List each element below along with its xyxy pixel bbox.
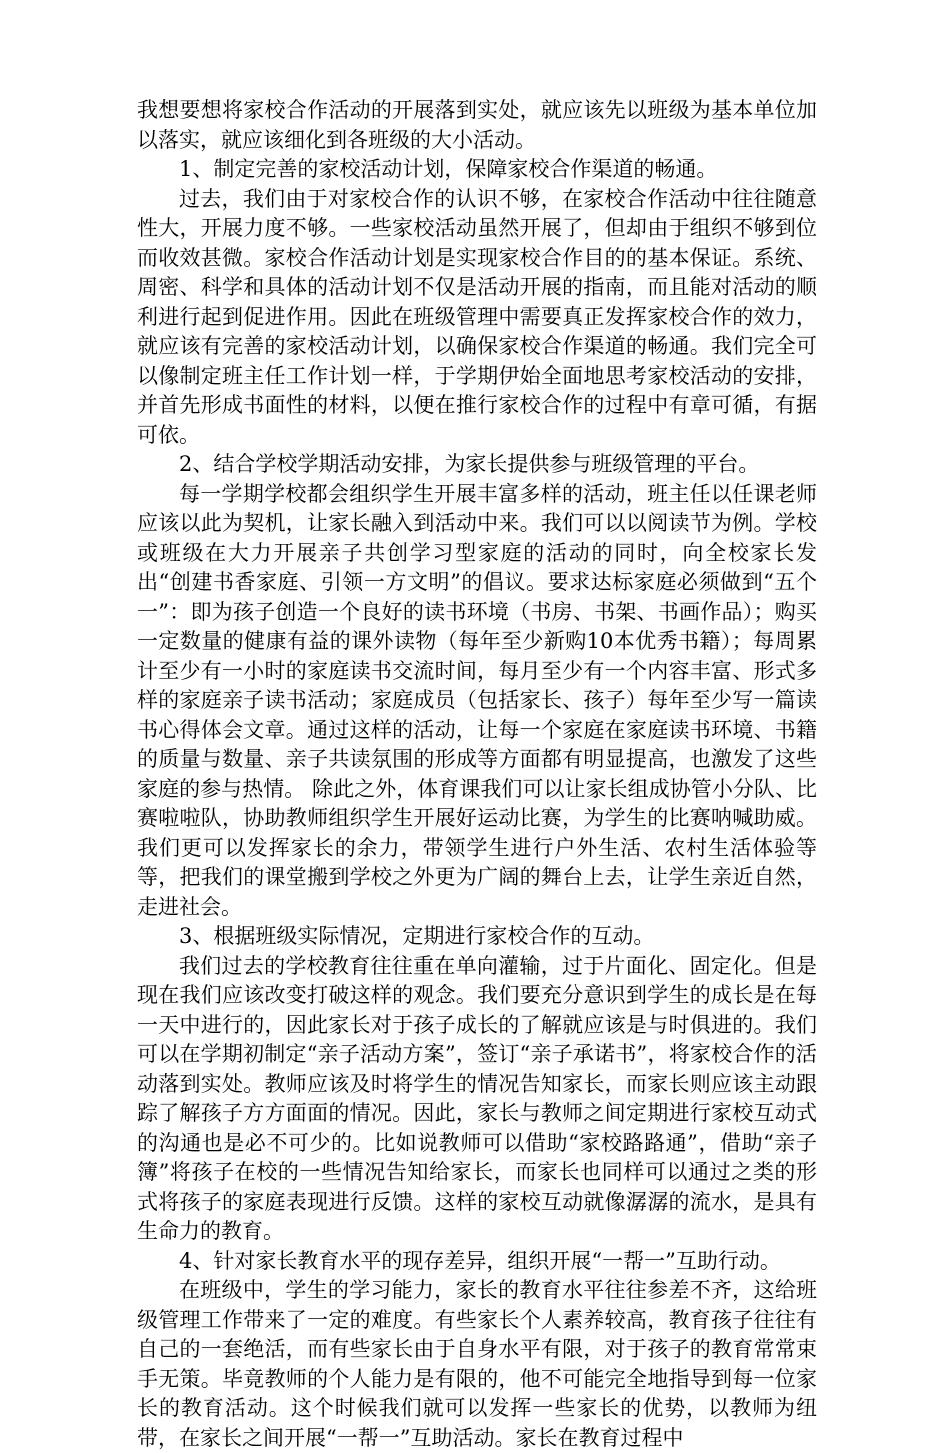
document-page	[137, 96, 817, 1453]
section-heading-2: 2、结合学校学期活动安排，为家长提供参与班级管理的平台。	[179, 452, 760, 476]
paragraph-section-2: 每一学期学校都会组织学生开展丰富多样的活动，班主任以任课老师应该以此为契机，让家长融入到活动中来。我们可以以阅读节为例。学校或班级在大力开展亲子共创学习型家庭的活动的同时，向全校家长发出“创建书香家庭、引领一方文明”的倡议。要求达标家庭必须做到“五个一”：即为孩子创造一个良好的读书环境（书房、书架、书画作品）；购买一定数量的健康有益的课外读物（每年至少新购10本优秀书籍）；每周累计至少有一小时的家庭读书交流时间，每月至少有一个内容丰富、形式多样的家庭亲子读书活动；家庭成员（包括家长、孩子）每年至少写一篇读书心得体会文章。通过这样的活动，让每一个家庭在家庭读书环境、书籍的质量与数量、亲子共读氛围的形成等方面都有明显提高，也激发了这些家庭的参与热情。 除此之外，体育课我们可以让家长组成协管小分队、比赛啦啦队，协助教师组织学生开展好运动比赛，为学生的比赛呐喊助威。我们更可以发挥家长的余力，带领学生进行户外生活、农村生活体验等等，把我们的课堂搬到学校之外更为广阔的舞台上去，让学生亲近自然，走进社会。	[137, 481, 817, 919]
section-heading-4: 4、针对家长教育水平的现存差异，组织开展“一帮一”互助行动。	[179, 1248, 781, 1273]
paragraph-intro: 我想要想将家校合作活动的开展落到实处，就应该先以班级为基本单位加以落实，就应该细化到各班级的大小活动。	[137, 98, 817, 152]
section-heading-3: 3、根据班级实际情况，定期进行家校合作的互动。	[179, 924, 655, 948]
paragraph-section-1: 过去，我们由于对家校合作的认识不够，在家校合作活动中往往随意性大，开展力度不够。一些家校活动虽然开展了，但却由于组织不够到位而收效甚微。家校合作活动计划是实现家校合作目的的基本保证。系统、周密、科学和具体的活动计划不仅是活动开展的指南，而且能对活动的顺利进行起到促进作用。因此在班级管理中需要真正发挥家校合作的效力，就应该有完善的家校活动计划，以确保家校合作渠道的畅通。我们完全可以像制定班主任工作计划一样，于学期伊始全面地思考家校活动的安排，并首先形成书面性的材料，以便在推行家校合作的过程中有章可循，有据可依。	[137, 186, 817, 447]
paragraph-section-4: 在班级中，学生的学习能力，家长的教育水平往往参差不齐，这给班级管理工作带来了一定的难度。有些家长个人素养较高，教育孩子往往有自己的一套绝活，而有些家长由于自身水平有限，对于孩子的教育常常束手无策。毕竟教师的个人能力是有限的，他不可能完全地指导到每一位家长的教育活动。这个时候我们就可以发挥一些家长的优势，以教师为纽带，在家长之间开展“一帮一”互助活动。家长在教育过程中	[137, 1278, 817, 1450]
paragraph-section-3: 我们过去的学校教育往往重在单向灌输，过于片面化、固定化。但是现在我们应该改变打破这样的观念。我们要充分意识到学生的成长是在每一天中进行的，因此家长对于孩子成长的了解就应该是与时俱进的。我们可以在学期初制定“亲子活动方案”，签订“亲子承诺书”，将家校合作的活动落到实处。教师应该及时将学生的情况告知家长，而家长则应该主动跟踪了解孩子方方面面的情况。因此，家长与教师之间定期进行家校互动式的沟通也是必不可少的。比如说教师可以借助“家校路路通”，借助“亲子簿”将孩子在校的一些情况告知给家长，而家长也同样可以通过之类的形式将孩子的家庭表现进行反馈。这样的家校互动就像潺潺的流水，是具有生命力的教育。	[137, 953, 817, 1243]
section-heading-1: 1、制定完善的家校活动计划，保障家校合作渠道的畅通。	[179, 157, 718, 181]
